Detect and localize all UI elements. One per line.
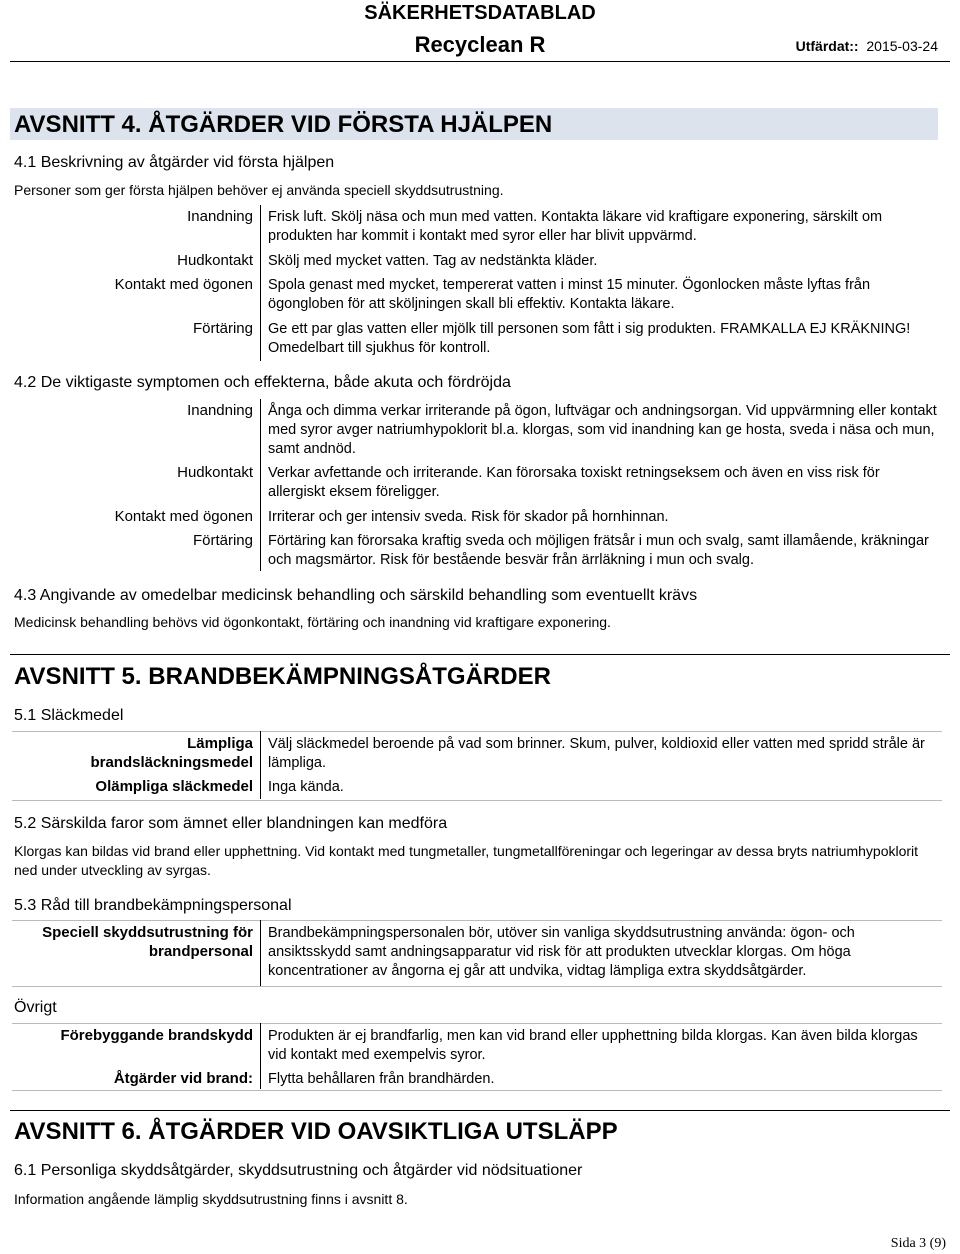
table-top-line xyxy=(12,1023,942,1024)
section-4-1-intro: Personer som ger första hjälpen behöver ej använda speciell skyddsutrustning. xyxy=(14,182,504,198)
suitable-text: Välj släckmedel beroende på vad som brinner. Skum, pulver, koldioxid eller vatten med spridd stråle är lämpliga. xyxy=(268,736,925,771)
row-text: Förtäring kan förorsaka kraftig sveda och möjligen frätsår i mun och svalg, samt illamående, kräkningar och magsmärtor. Risk för bestående besvär från ärrläkning i mun och svalg. xyxy=(268,533,929,568)
section-4-3-text: Medicinsk behandling behövs vid ögonkontakt, förtäring och inandning vid kraftigare exponering. xyxy=(14,614,611,630)
row-text: Frisk luft. Skölj näsa och mun med vatten. Kontakta läkare vid kraftigare exponering, särskilt om produkten har kommit i kontakt med syror eller har blivit uppvärmd. xyxy=(268,209,883,244)
section-4-3-title: 4.3 Angivande av omedelbar medicinsk behandling och särskild behandling som eventuellt krävs xyxy=(14,587,698,604)
section-4-1-title: 4.1 Beskrivning av åtgärder vid första hjälpen xyxy=(14,154,335,171)
page-number: Sida 3 (9) xyxy=(890,1236,946,1251)
section-6-1-text: Information angående lämplig skyddsutrustning finns i avsnitt 8. xyxy=(14,1191,408,1207)
row-label: Hudkontakt xyxy=(177,252,253,269)
section-5-2-text: Klorgas kan bildas vid brand eller upphettning. Vid kontakt med tungmetaller, tungmetallföreningar och legeringar av dessa bryts natriumhypoklorit ned under utveckling av syrgas. xyxy=(14,843,919,878)
row-text: Ge ett par glas vatten eller mjölk till personen som fått i sig produkten. FRAMKALLA EJ KRÄKNING! Omedelbart till sjukhus för kontroll. xyxy=(268,321,911,356)
unsuitable-text: Inga kända. xyxy=(268,779,344,795)
ppe-text: Brandbekämpningspersonalen bör, utöver sin vanliga skyddsutrustning använda: ögon- och ansiktsskydd samt andningsapparatur vid risk för att produkten utvecklar klorgas. Om höga koncentrationer av ångorna ej går att undvika, vidtag lämpliga extra skyddsåtgärder. xyxy=(268,925,855,979)
section-5-3-title: 5.3 Råd till brandbekämpningspersonal xyxy=(14,897,292,914)
section-4-heading: AVSNITT 4. ÅTGÄRDER VID FÖRSTA HJÄLPEN xyxy=(14,111,553,138)
table-bottom-line xyxy=(12,800,942,801)
fire-action-label: Åtgärder vid brand: xyxy=(113,1070,253,1087)
header-rule xyxy=(10,61,950,62)
row-label: Kontakt med ögonen xyxy=(114,508,253,525)
section-4-2-title: 4.2 De viktigaste symptomen och effekterna, både akuta och fördröjda xyxy=(14,374,511,391)
row-text: Spola genast med mycket, tempererat vatten i minst 15 minuter. Ögonlocken måste lyftas från ögongloben för att sköljningen skall bli effektiv. Kontakta läkare. xyxy=(268,277,871,312)
other-title: Övrigt xyxy=(14,999,57,1016)
product-name: Recyclean R xyxy=(414,32,546,57)
table-bottom-line xyxy=(12,1090,942,1091)
row-text: Ånga och dimma verkar irriterande på ögon, luftvägar och andningsorgan. Vid uppvärmning eller kontakt med syror avger natriumhypoklorit bl.a. klorgas, som vid inandning kan ge hosta, sveda i näsa och mun, samt andnöd. xyxy=(268,403,937,457)
prevent-text: Produkten är ej brandfarlig, men kan vid brand eller upphettning bilda klorgas. Kan även bilda klorgas vid kontakt med exempelvis syror. xyxy=(268,1028,918,1063)
section-5-2-title: 5.2 Särskilda faror som ämnet eller blandningen kan medföra xyxy=(14,815,448,832)
unsuitable-label: Olämpliga släckmedel xyxy=(95,778,253,795)
row-label: Hudkontakt xyxy=(177,464,253,481)
section-6-1-title: 6.1 Personliga skyddsåtgärder, skyddsutrustning och åtgärder vid nödsituationer xyxy=(14,1162,583,1179)
table-divider xyxy=(260,1023,261,1089)
row-text: Verkar avfettande och irriterande. Kan förorsaka toxiskt retningseksem och även en viss risk för allergiskt eksem föreligger. xyxy=(268,465,880,500)
table-divider xyxy=(260,920,261,986)
document-title: SÄKERHETSDATABLAD xyxy=(364,2,596,24)
prevent-label: Förebyggande brandskydd xyxy=(60,1027,253,1044)
issued-date xyxy=(796,38,938,54)
row-label: Förtäring xyxy=(192,320,253,337)
table-divider xyxy=(260,399,261,571)
ppe-label-line-1: Speciell skyddsutrustning för xyxy=(42,924,253,941)
table-bottom-line xyxy=(12,986,942,987)
row-label: Kontakt med ögonen xyxy=(114,276,253,293)
fire-action-text: Flytta behållaren från brandhärden. xyxy=(268,1071,495,1087)
suitable-label-line-1: Lämpliga xyxy=(187,735,253,752)
section-5-heading: AVSNITT 5. BRANDBEKÄMPNINGSÅTGÄRDER xyxy=(14,663,551,690)
section-5-rule xyxy=(10,654,950,655)
ppe-label-line-2: brandpersonal xyxy=(148,943,253,960)
issued-label: Utfärdat:: xyxy=(795,38,859,54)
issued-date-value: 2015-03-24 xyxy=(866,38,938,54)
table-top-line xyxy=(12,920,942,921)
row-label: Förtäring xyxy=(192,532,253,549)
table-top-line xyxy=(12,731,942,732)
row-text: Skölj med mycket vatten. Tag av nedstänkta kläder. xyxy=(268,253,598,269)
section-6-rule xyxy=(10,1110,950,1111)
table-divider xyxy=(260,205,261,361)
row-label: Inandning xyxy=(187,402,253,419)
suitable-label-line-2: brandsläckningsmedel xyxy=(90,754,253,771)
table-divider xyxy=(260,731,261,799)
row-text: Irriterar och ger intensiv sveda. Risk för skador på hornhinnan. xyxy=(268,509,669,525)
row-label: Inandning xyxy=(187,208,253,225)
section-6-heading: AVSNITT 6. ÅTGÄRDER VID OAVSIKTLIGA UTSLÄPP xyxy=(14,1118,618,1145)
section-5-1-title: 5.1 Släckmedel xyxy=(14,707,124,724)
